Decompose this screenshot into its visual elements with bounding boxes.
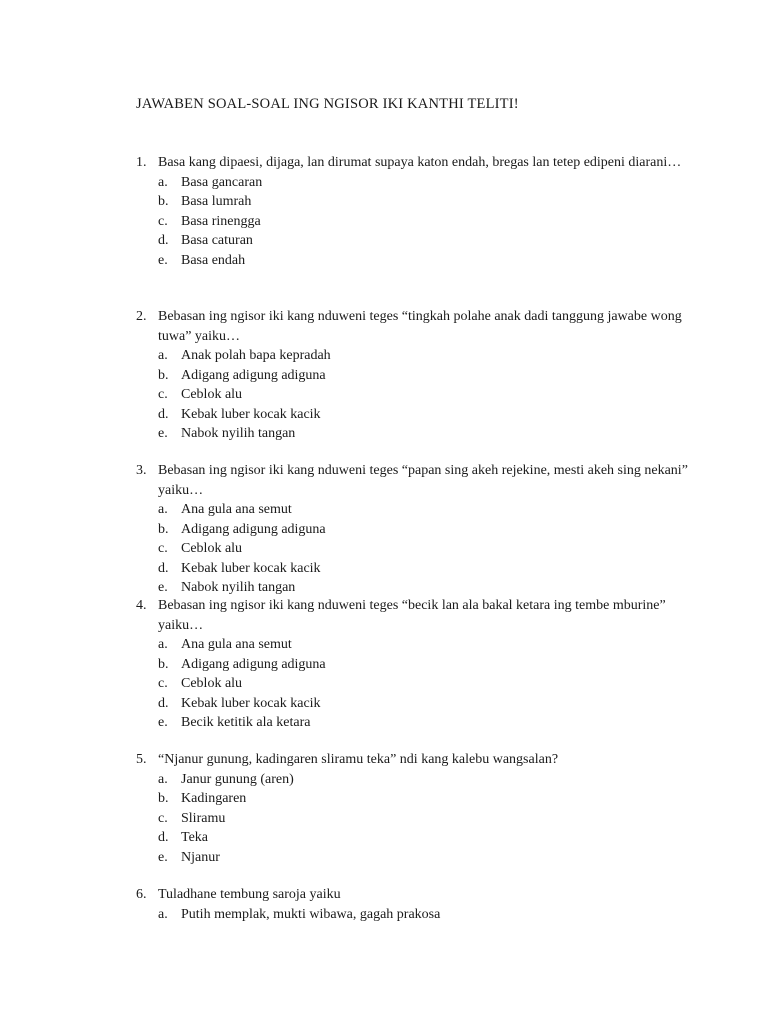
option-letter: a. xyxy=(158,906,168,922)
answer-option xyxy=(158,520,696,540)
option-text: Basa endah xyxy=(181,252,246,268)
question-number: 2. xyxy=(136,309,147,324)
question-number: 6. xyxy=(136,887,147,902)
question-item xyxy=(136,461,696,598)
option-text: Teka xyxy=(181,830,209,845)
option-text: Njanur xyxy=(181,849,220,865)
answer-option xyxy=(158,539,696,559)
question-item xyxy=(136,885,696,924)
option-text: Kadingaren xyxy=(181,791,247,806)
question-prompt xyxy=(136,596,696,635)
question-prompt xyxy=(136,750,696,770)
answer-option xyxy=(158,385,696,405)
option-text: Ana gula ana semut xyxy=(181,637,292,652)
question-number: 1. xyxy=(136,155,147,170)
answer-option xyxy=(158,231,696,251)
option-letter: e. xyxy=(158,715,168,730)
question-item xyxy=(136,153,696,270)
option-text: Putih memplak, mukti wibawa, gagah prakosa xyxy=(181,906,441,922)
option-text: Basa caturan xyxy=(181,233,253,248)
option-letter: c. xyxy=(158,810,168,826)
question-number: 4. xyxy=(136,598,147,613)
answer-option xyxy=(158,346,696,366)
answer-option xyxy=(158,192,696,212)
option-letter: d. xyxy=(158,233,169,248)
question-text: Bebasan ing ngisor iki kang nduweni teges “papan sing akeh rejekine, mesti akeh sing nekani” yaiku… xyxy=(158,463,688,498)
question-prompt xyxy=(136,153,696,173)
answer-options xyxy=(136,173,696,271)
answer-option xyxy=(158,635,696,655)
answer-option xyxy=(158,212,696,232)
option-letter: a. xyxy=(158,348,168,363)
question-text: Bebasan ing ngisor iki kang nduweni teges “becik lan ala bakal ketara ing tembe mburine” yaiku… xyxy=(158,598,666,633)
option-text: Nabok nyilih tangan xyxy=(181,426,296,441)
option-text: Anak polah bapa kepradah xyxy=(181,348,331,363)
answer-option xyxy=(158,905,696,925)
option-text: Sliramu xyxy=(181,810,226,826)
option-letter: d. xyxy=(158,830,169,845)
answer-option xyxy=(158,500,696,520)
option-text: Kebak luber kocak kacik xyxy=(181,695,321,711)
answer-options xyxy=(136,346,696,444)
option-letter: d. xyxy=(158,406,169,422)
option-text: Nabok nyilih tangan xyxy=(181,580,296,595)
option-text: Ana gula ana semut xyxy=(181,502,292,517)
page-heading: JAWABEN SOAL-SOAL ING NGISOR IKI KANTHI TELITI! xyxy=(136,96,519,112)
answer-options xyxy=(136,500,696,598)
option-text: Becik ketitik ala ketara xyxy=(181,715,311,730)
answer-option xyxy=(158,173,696,193)
option-letter: a. xyxy=(158,637,168,652)
answer-options xyxy=(136,770,696,868)
answer-option xyxy=(158,655,696,675)
question-item xyxy=(136,596,696,733)
answer-option xyxy=(158,789,696,809)
question-item xyxy=(136,750,696,867)
answer-option xyxy=(158,828,696,848)
option-letter: b. xyxy=(158,194,169,209)
option-letter: b. xyxy=(158,656,169,672)
answer-option xyxy=(158,578,696,598)
option-text: Basa rinengga xyxy=(181,213,261,229)
answer-option xyxy=(158,770,696,790)
question-prompt xyxy=(136,885,696,905)
option-text: Adigang adigung adiguna xyxy=(181,656,326,672)
option-letter: a. xyxy=(158,502,168,517)
question-number: 3. xyxy=(136,463,147,478)
answer-option xyxy=(158,366,696,386)
option-letter: d. xyxy=(158,695,169,711)
question-item xyxy=(136,307,696,444)
option-letter: c. xyxy=(158,387,168,402)
answer-option xyxy=(158,674,696,694)
answer-option xyxy=(158,405,696,425)
question-text: Basa kang dipaesi, dijaga, lan dirumat supaya katon endah, bregas lan tetep edipeni diarani… xyxy=(158,155,682,170)
option-letter: b. xyxy=(158,521,169,537)
option-letter: a. xyxy=(158,174,168,190)
option-letter: a. xyxy=(158,771,168,787)
option-letter: b. xyxy=(158,367,169,383)
question-text: Tuladhane tembung saroja yaiku xyxy=(158,887,341,902)
question-text: Bebasan ing ngisor iki kang nduweni teges “tingkah polahe anak dadi tanggung jawabe wong tuwa” yaiku… xyxy=(158,309,682,344)
answer-option xyxy=(158,251,696,271)
option-text: Ceblok alu xyxy=(181,387,243,402)
option-text: Janur gunung (aren) xyxy=(181,771,294,787)
option-letter: c. xyxy=(158,541,168,556)
option-letter: c. xyxy=(158,213,168,229)
option-letter: b. xyxy=(158,791,169,806)
option-letter: e. xyxy=(158,426,168,441)
option-text: Basa lumrah xyxy=(181,194,252,209)
option-text: Kebak luber kocak kacik xyxy=(181,406,321,422)
question-text: “Njanur gunung, kadingaren sliramu teka” ndi kang kalebu wangsalan? xyxy=(158,752,559,767)
answer-option xyxy=(158,694,696,714)
question-prompt xyxy=(136,307,696,346)
answer-option xyxy=(158,809,696,829)
option-letter: e. xyxy=(158,849,168,865)
option-text: Adigang adigung adiguna xyxy=(181,367,326,383)
option-letter: c. xyxy=(158,676,168,691)
answer-option xyxy=(158,424,696,444)
answer-options xyxy=(136,905,696,925)
answer-option xyxy=(158,713,696,733)
option-letter: d. xyxy=(158,560,169,576)
answer-options xyxy=(136,635,696,733)
answer-option xyxy=(158,848,696,868)
option-text: Basa gancaran xyxy=(181,174,263,190)
question-number: 5. xyxy=(136,752,147,767)
option-text: Kebak luber kocak kacik xyxy=(181,560,321,576)
answer-option xyxy=(158,559,696,579)
option-text: Adigang adigung adiguna xyxy=(181,521,326,537)
option-text: Ceblok alu xyxy=(181,541,243,556)
option-text: Ceblok alu xyxy=(181,676,243,691)
question-prompt xyxy=(136,461,696,500)
option-letter: e. xyxy=(158,252,168,268)
option-letter: e. xyxy=(158,580,168,595)
